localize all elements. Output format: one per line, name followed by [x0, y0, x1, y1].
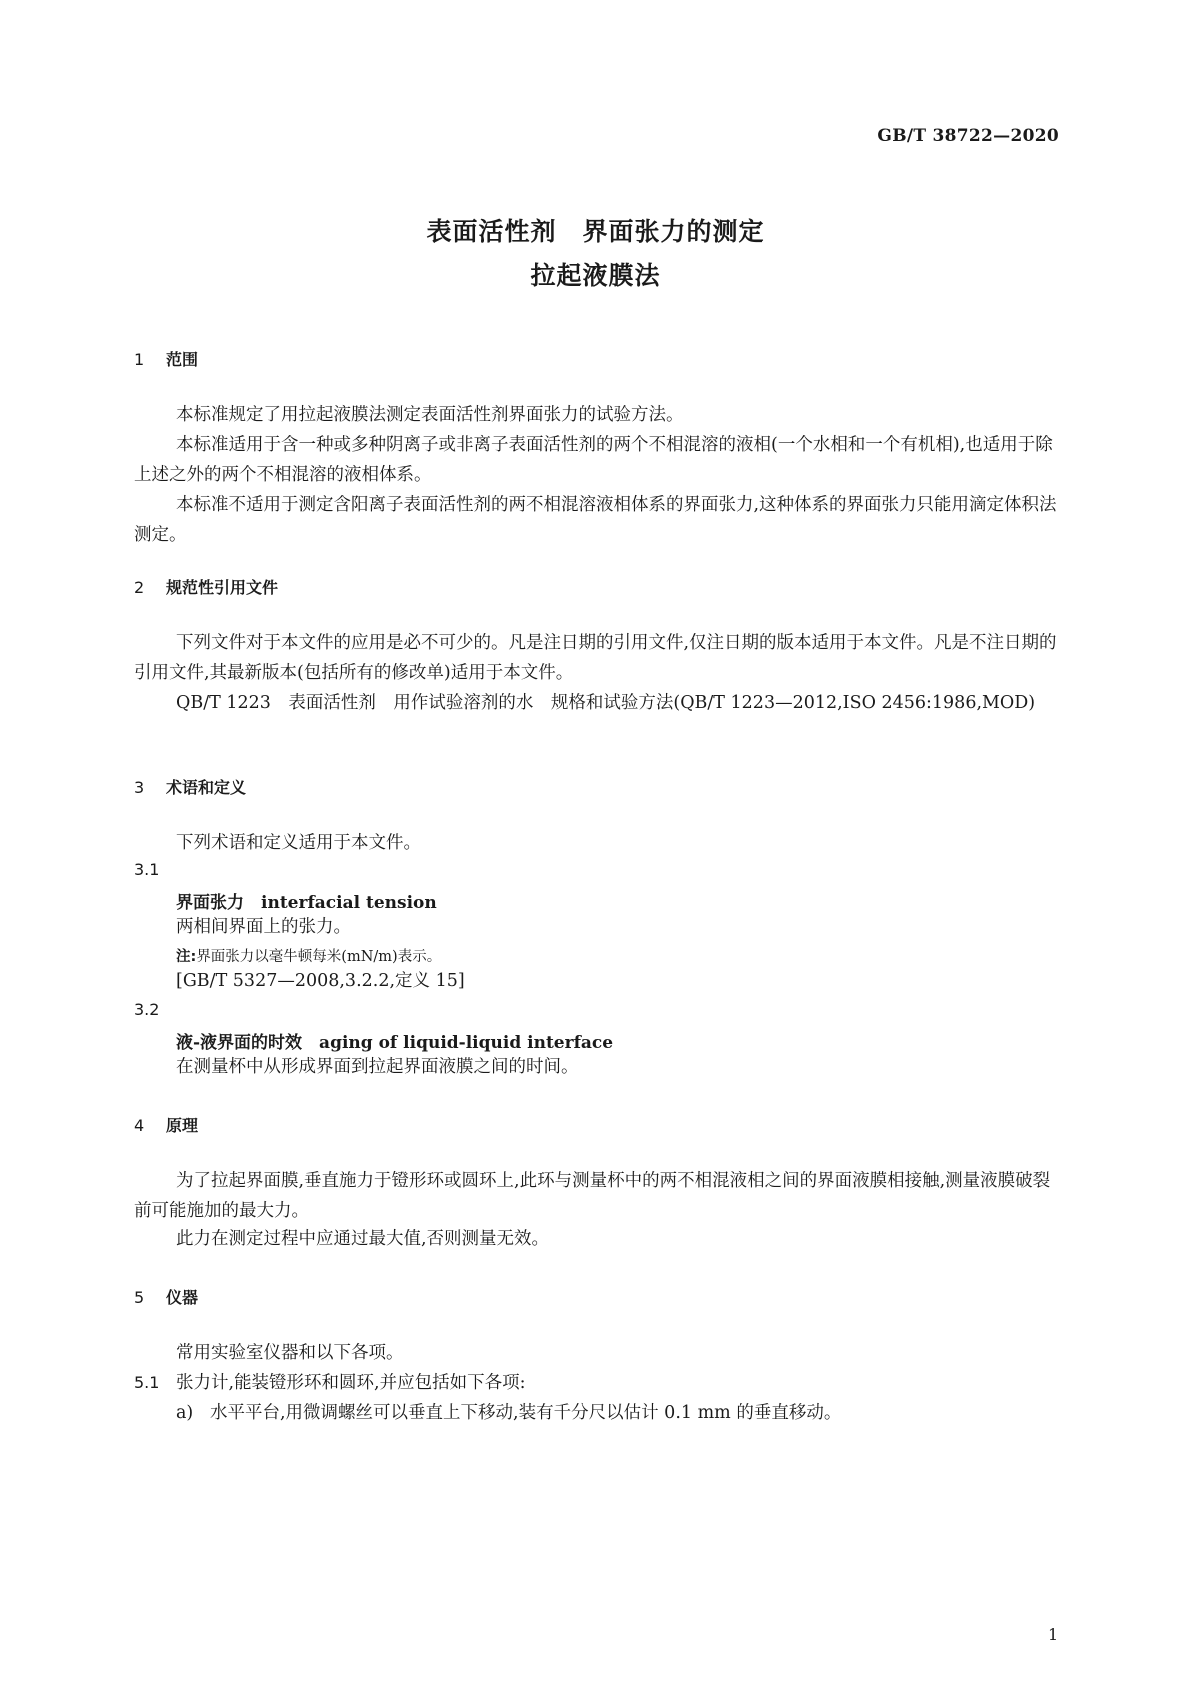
s4-paragraph-1	[134, 1166, 1058, 1226]
term-3-1-definition: 两相间界面上的张力。	[176, 917, 351, 937]
section-2-heading	[134, 575, 278, 598]
page-number: 1	[1048, 1625, 1059, 1644]
term-3-1-source: [GB/T 5327—2008,3.2.2,定义 15]	[176, 971, 465, 991]
note-label: 注:	[176, 949, 197, 965]
term-3-1-number: 3.1	[134, 860, 160, 879]
section-number: 4	[134, 1116, 145, 1135]
title-line-1: 表面活性剂 界面张力的测定	[426, 217, 765, 246]
s1-paragraph-1: 本标准规定了用拉起液膜法测定表面活性剂界面张力的试验方法。	[176, 405, 684, 425]
section-title: 术语和定义	[166, 778, 247, 797]
section-5-heading	[134, 1285, 198, 1308]
section-4-heading	[134, 1113, 198, 1136]
section-title: 仪器	[166, 1288, 199, 1307]
s2-reference-qbt1223	[134, 688, 1058, 718]
s1-paragraph-3	[134, 490, 1058, 550]
note-text: 界面张力以毫牛顿每米(mN/m)表示。	[196, 949, 442, 965]
term-3-2-title: 液-液界面的时效 aging of liquid-liquid interface	[176, 1033, 614, 1053]
s4-paragraph-1-text: 为了拉起界面膜,垂直施力于镫形环或圆环上,此环与测量杯中的两不相混液相之间的界面液膜相接触,测量液膜破裂前可能施加的最大力。	[134, 1171, 1051, 1221]
s5-1-item	[134, 1368, 526, 1398]
term-3-1-note	[176, 945, 441, 966]
section-title: 原理	[166, 1116, 199, 1135]
s3-paragraph-1: 下列术语和定义适用于本文件。	[176, 833, 421, 853]
standard-number: GB/T 38722—2020	[877, 126, 1059, 146]
s2-paragraph-1-text: 下列文件对于本文件的应用是必不可少的。凡是注日期的引用文件,仅注日期的版本适用于本文件。凡是不注日期的引用文件,其最新版本(包括所有的修改单)适用于本文件。	[134, 633, 1057, 683]
s4-paragraph-2: 此力在测定过程中应通过最大值,否则测量无效。	[176, 1229, 550, 1249]
section-number: 5	[134, 1288, 145, 1307]
term-3-2-definition: 在测量杯中从形成界面到拉起界面液膜之间的时间。	[176, 1057, 579, 1077]
s2-paragraph-1	[134, 628, 1058, 688]
section-number: 3	[134, 778, 145, 797]
section-1-heading	[134, 347, 198, 370]
s1-paragraph-2-text: 本标准适用于含一种或多种阴离子或非离子表面活性剂的两个不相混溶的液相(一个水相和一个有机相),也适用于除上述之外的两个不相混溶的液相体系。	[134, 435, 1053, 485]
list-item-a-text: 水平平台,用微调螺丝可以垂直上下移动,装有千分尺以估计 0.1 mm 的垂直移动。	[210, 1403, 842, 1423]
s5-paragraph-1: 常用实验室仪器和以下各项。	[176, 1343, 404, 1363]
s1-paragraph-3-text: 本标准不适用于测定含阳离子表面活性剂的两不相混溶液相体系的界面张力,这种体系的界面张力只能用滴定体积法测定。	[134, 495, 1057, 545]
term-3-1-title: 界面张力 interfacial tension	[176, 893, 437, 913]
s2-reference-text: QB/T 1223 表面活性剂 用作试验溶剂的水 规格和试验方法(QB/T 1223—2012,ISO 2456:1986,MOD)	[176, 693, 1036, 713]
section-title: 规范性引用文件	[166, 578, 279, 597]
s5-1-a-item	[176, 1398, 841, 1428]
title-line-2: 拉起液膜法	[530, 261, 661, 290]
term-3-2-number: 3.2	[134, 1000, 160, 1019]
list-label-a: a)	[176, 1403, 194, 1423]
section-number: 1	[134, 350, 145, 369]
section-number: 2	[134, 578, 145, 597]
section-3-heading	[134, 775, 246, 798]
s1-paragraph-2	[134, 430, 1058, 490]
s5-1-text: 张力计,能装镫形环和圆环,并应包括如下各项:	[176, 1373, 526, 1393]
s5-1-number: 5.1	[134, 1373, 160, 1392]
section-title: 范围	[166, 350, 199, 369]
